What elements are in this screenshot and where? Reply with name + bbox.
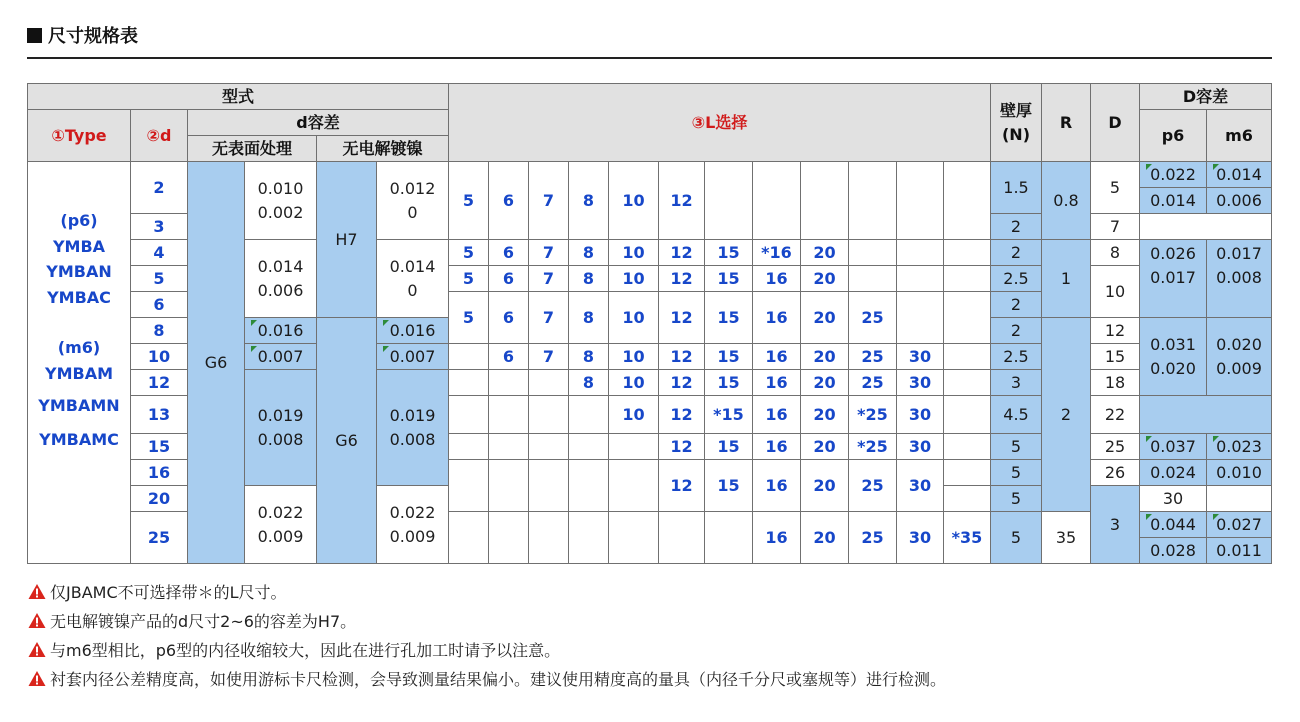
d-tol-p6-cell: 0.014 [1140, 188, 1207, 214]
d-tol-m6-cell: 0.011 [1207, 538, 1272, 564]
type-item: (p6) [60, 211, 98, 230]
d-tol-no-surface: 0.010 0.002 [245, 162, 317, 240]
wall-cell: 2.5 [991, 266, 1042, 292]
d-tol-m6-cell: 0.023 [1207, 434, 1272, 460]
d-tol-p6-cell: 0.028 [1140, 538, 1207, 564]
l-cell: 7 [529, 162, 569, 240]
l-cell: 5 [449, 240, 489, 266]
d-cell: 6 [131, 292, 188, 318]
outer-d-cell: 18 [1091, 370, 1140, 396]
d-cell: 3 [131, 214, 188, 240]
d-tol-empty [1140, 214, 1272, 240]
d-cell: 25 [131, 512, 188, 564]
l-cell: 7 [529, 292, 569, 344]
l-cell [449, 370, 489, 396]
d-cell: 10 [131, 344, 188, 370]
type-item: YMBA [52, 236, 106, 256]
l-cell [944, 266, 991, 292]
l-cell: 10 [609, 292, 659, 344]
d-tol-electroless: 0.012 0 [377, 162, 449, 240]
l-cell: 8 [569, 370, 609, 396]
type-item: YMBAC [47, 287, 111, 307]
l-cell [529, 512, 569, 564]
d-tol-m6-cell: 0.006 [1207, 188, 1272, 214]
warning-triangle-icon [28, 612, 46, 629]
d-tol-p6-cell: 0.031 0.020 [1140, 318, 1207, 396]
l-cell: 30 [897, 344, 944, 370]
l-cell [897, 292, 944, 344]
l-cell: 30 [897, 434, 944, 460]
l-cell [449, 434, 489, 460]
outer-d-cell: 7 [1091, 214, 1140, 240]
l-cell: 25 [849, 292, 897, 344]
outer-d-cell: 26 [1091, 460, 1140, 486]
l-cell: 20 [801, 344, 849, 370]
l-cell: 15 [705, 434, 753, 460]
header-d-outer: D [1091, 84, 1140, 162]
outer-d-cell: 15 [1091, 344, 1140, 370]
header-electroless: 无电解镀镍 [317, 136, 449, 162]
l-cell: 6 [489, 162, 529, 240]
outer-d-cell: 22 [1091, 396, 1140, 434]
d-cell: 15 [131, 434, 188, 460]
tol-class-h7: H7 [317, 162, 377, 318]
d-tol-electroless: 0.019 0.008 [377, 370, 449, 486]
header-wall: 壁厚 (N) [991, 84, 1042, 162]
l-cell: 20 [801, 370, 849, 396]
l-cell: 20 [801, 266, 849, 292]
outer-d-cell: 25 [1091, 434, 1140, 460]
l-cell [529, 434, 569, 460]
l-cell: 10 [609, 370, 659, 396]
l-cell: 8 [569, 240, 609, 266]
l-cell [609, 460, 659, 512]
wall-cell: 3 [991, 370, 1042, 396]
wall-cell: 5 [991, 434, 1042, 460]
r-cell: 0.8 [1042, 162, 1091, 240]
l-cell [449, 460, 489, 512]
l-cell: 10 [609, 396, 659, 434]
type-item: YMBAM [44, 363, 113, 383]
l-cell: 5 [449, 162, 489, 240]
l-cell: 12 [659, 370, 705, 396]
l-cell: 16 [753, 344, 801, 370]
l-cell: 8 [569, 292, 609, 344]
wall-cell: 5 [991, 512, 1042, 564]
l-cell [944, 240, 991, 266]
section-title [27, 22, 138, 48]
notes-list [28, 577, 946, 693]
l-cell [897, 162, 944, 240]
l-cell [489, 370, 529, 396]
l-cell [944, 434, 991, 460]
d-tol-electroless: 0.014 0 [377, 240, 449, 318]
d-cell: 2 [131, 162, 188, 214]
l-cell [849, 162, 897, 240]
l-cell: 5 [449, 292, 489, 344]
d-cell: 12 [131, 370, 188, 396]
l-cell: 6 [489, 344, 529, 370]
l-cell [489, 512, 529, 564]
d-tol-no-surface: 0.007 [245, 344, 317, 370]
l-cell: 30 [897, 370, 944, 396]
l-cell: 16 [753, 370, 801, 396]
l-cell [569, 512, 609, 564]
d-tol-m6-cell: 0.027 [1207, 512, 1272, 538]
d-tol-m6-cell: 0.020 0.009 [1207, 318, 1272, 396]
l-cell: 15 [705, 292, 753, 344]
l-cell: 25 [849, 460, 897, 512]
l-cell: 12 [659, 162, 705, 240]
title-divider [27, 57, 1272, 59]
l-cell: 12 [659, 460, 705, 512]
d-tol-m6-cell: 0.017 0.008 [1207, 240, 1272, 318]
d-tol-p6-cell: 0.026 0.017 [1140, 240, 1207, 318]
l-cell [569, 460, 609, 512]
l-cell: *25 [849, 396, 897, 434]
d-tol-no-surface: 0.016 [245, 318, 317, 344]
l-cell: 25 [849, 512, 897, 564]
d-tol-m6-cell: 0.010 [1207, 460, 1272, 486]
l-cell: 7 [529, 266, 569, 292]
wall-cell: 1.5 [991, 162, 1042, 214]
l-cell: 16 [753, 434, 801, 460]
l-cell: 6 [489, 292, 529, 344]
l-cell [489, 460, 529, 512]
d-tol-empty [1140, 396, 1272, 434]
d-tol-empty [1207, 486, 1272, 512]
d-tol-no-surface: 0.022 0.009 [245, 486, 317, 564]
header-no-surface: 无表面处理 [188, 136, 317, 162]
tol-class-g6: G6 [188, 162, 245, 564]
l-cell-empty [944, 486, 991, 512]
l-cell: *15 [705, 396, 753, 434]
wall-cell: 2 [991, 214, 1042, 240]
square-bullet-icon [27, 28, 42, 43]
l-cell: 20 [801, 460, 849, 512]
header-m6: m6 [1207, 110, 1272, 162]
l-cell [849, 240, 897, 266]
l-cell [569, 396, 609, 434]
type-item: YMBAN [46, 262, 112, 281]
l-cell [753, 162, 801, 240]
l-cell [705, 512, 753, 564]
l-cell: 7 [529, 240, 569, 266]
l-cell: 12 [659, 434, 705, 460]
r-cell: 1 [1042, 240, 1091, 318]
l-cell [659, 512, 705, 564]
l-cell: 7 [529, 344, 569, 370]
d-tol-p6-cell: 0.024 [1140, 460, 1207, 486]
l-cell [897, 240, 944, 266]
l-cell: 12 [659, 266, 705, 292]
outer-d-cell: 8 [1091, 240, 1140, 266]
l-cell: 25 [849, 344, 897, 370]
l-cell: 20 [801, 396, 849, 434]
r-cell: 2 [1042, 318, 1091, 512]
l-cell: 15 [705, 344, 753, 370]
l-cell: 15 [705, 370, 753, 396]
d-cell: 4 [131, 240, 188, 266]
l-cell: 30 [897, 460, 944, 512]
l-cell [489, 434, 529, 460]
header-r: R [1042, 84, 1091, 162]
l-cell: 16 [753, 266, 801, 292]
l-cell: 20 [801, 512, 849, 564]
outer-d-cell: 10 [1091, 266, 1140, 318]
l-cell: 16 [753, 396, 801, 434]
l-cell [609, 434, 659, 460]
l-cell: 30 [897, 512, 944, 564]
note-item: 衬套内径公差精度高，如使用游标卡尺检测，会导致测量结果偏小。建议使用精度高的量具（内径千分尺或塞规等）进行检测。 [28, 664, 946, 692]
warning-triangle-icon [28, 583, 46, 600]
d-cell: 5 [131, 266, 188, 292]
l-cell: 15 [705, 266, 753, 292]
outer-d-cell: 30 [1140, 486, 1207, 512]
l-cell: 12 [659, 396, 705, 434]
d-tol-electroless: 0.016 [377, 318, 449, 344]
l-cell: 16 [753, 512, 801, 564]
l-cell: 8 [569, 266, 609, 292]
outer-d-cell: 5 [1091, 162, 1140, 214]
l-cell [705, 162, 753, 240]
warning-triangle-icon [28, 641, 46, 658]
l-cell [944, 370, 991, 396]
l-cell: 12 [659, 240, 705, 266]
l-cell: 16 [753, 292, 801, 344]
l-cell: 10 [609, 344, 659, 370]
d-tol-p6-cell: 0.037 [1140, 434, 1207, 460]
header-l-select: ③L选择 [449, 84, 991, 162]
l-cell [529, 460, 569, 512]
outer-d-cell: 35 [1042, 512, 1091, 564]
l-cell: 8 [569, 344, 609, 370]
header-model: 型式 [28, 84, 449, 110]
d-tol-m6-cell: 0.014 [1207, 162, 1272, 188]
l-cell: 6 [489, 240, 529, 266]
d-tol-p6-cell: 0.022 [1140, 162, 1207, 188]
d-tol-p6-cell: 0.044 [1140, 512, 1207, 538]
d-tol-no-surface: 0.014 0.006 [245, 240, 317, 318]
r-cell: 3 [1091, 486, 1140, 564]
header-d-tolerance: D容差 [1140, 84, 1272, 110]
l-cell: *25 [849, 434, 897, 460]
l-cell: 15 [705, 460, 753, 512]
l-cell: 12 [659, 344, 705, 370]
section-title-text: 尺寸规格表 [48, 26, 138, 47]
type-item: YMBAMC [39, 429, 119, 449]
d-cell: 16 [131, 460, 188, 486]
l-cell: 10 [609, 240, 659, 266]
warning-triangle-icon [28, 670, 46, 687]
d-tol-electroless: 0.007 [377, 344, 449, 370]
type-list-cell [28, 162, 131, 564]
type-item: YMBAMN [38, 396, 120, 415]
header-d-tol-inner: d容差 [188, 110, 449, 136]
l-cell [944, 162, 991, 240]
l-cell [944, 344, 991, 370]
type-item: (m6) [57, 338, 101, 357]
l-cell [489, 396, 529, 434]
l-cell: 10 [609, 266, 659, 292]
l-cell [609, 512, 659, 564]
l-cell [801, 162, 849, 240]
l-cell [897, 266, 944, 292]
d-cell: 8 [131, 318, 188, 344]
l-cell: 12 [659, 292, 705, 344]
l-cell [449, 396, 489, 434]
l-cell: 6 [489, 266, 529, 292]
note-item: 无电解镀镍产品的d尺寸2~6的容差为H7。 [28, 606, 946, 634]
l-cell: 20 [801, 240, 849, 266]
l-cell: 8 [569, 162, 609, 240]
wall-cell: 2 [991, 318, 1042, 344]
l-cell: *16 [753, 240, 801, 266]
wall-cell: 2 [991, 292, 1042, 318]
outer-d-cell: 12 [1091, 318, 1140, 344]
l-cell [944, 292, 991, 344]
header-d: ②d [131, 110, 188, 162]
wall-cell: 5 [991, 486, 1042, 512]
l-cell [449, 344, 489, 370]
l-cell [944, 396, 991, 434]
l-cell [449, 512, 489, 564]
l-cell: 20 [801, 292, 849, 344]
tol-class-g6-electroless: G6 [317, 318, 377, 564]
l-cell [569, 434, 609, 460]
l-cell [849, 266, 897, 292]
wall-cell: 5 [991, 460, 1042, 486]
d-cell: 13 [131, 396, 188, 434]
l-cell: 25 [849, 370, 897, 396]
note-item: 与m6型相比，p6型的内径收缩较大，因此在进行孔加工时请予以注意。 [28, 635, 946, 663]
l-cell: *35 [944, 512, 991, 564]
wall-cell: 2.5 [991, 344, 1042, 370]
l-cell [529, 396, 569, 434]
l-cell: 16 [753, 460, 801, 512]
l-cell: 5 [449, 266, 489, 292]
l-cell: 20 [801, 434, 849, 460]
l-cell: 10 [609, 162, 659, 240]
d-tol-electroless: 0.022 0.009 [377, 486, 449, 564]
d-tol-no-surface: 0.019 0.008 [245, 370, 317, 486]
l-cell [529, 370, 569, 396]
note-item: 仅JBAMC不可选择带＊的L尺寸。 [28, 577, 946, 605]
l-cell: 15 [705, 240, 753, 266]
header-p6: p6 [1140, 110, 1207, 162]
l-cell: 30 [897, 396, 944, 434]
spec-table [27, 83, 1272, 564]
header-type: ①Type [28, 110, 131, 162]
l-cell [944, 460, 991, 486]
wall-cell: 2 [991, 240, 1042, 266]
wall-cell: 4.5 [991, 396, 1042, 434]
d-cell: 20 [131, 486, 188, 512]
